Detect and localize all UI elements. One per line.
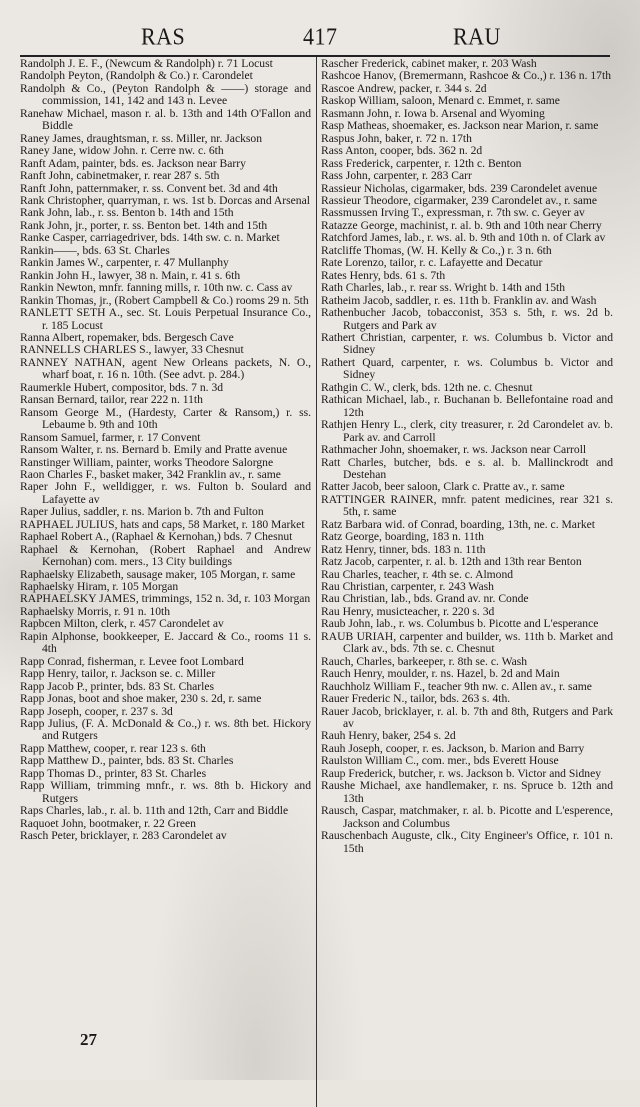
directory-entry: Ratz George, boarding, 183 n. 11th — [321, 530, 484, 544]
directory-entry: Rathenbucher Jacob, tobacconist, 353 s. 5th, r. ws. 2d b. Rutgers and Park av — [321, 306, 613, 332]
directory-entry: Rate Lorenzo, tailor, r. c. Lafayette and Decatur — [321, 256, 543, 270]
directory-entry: Ratz Henry, tinner, bds. 183 n. 11th — [321, 542, 486, 556]
directory-entry: Rauh Henry, baker, 254 s. 2d — [321, 729, 456, 743]
directory-entry: Rauer Frederic N., tailor, bds. 263 s. 4th. — [321, 692, 511, 706]
left-guide-word: RAS — [141, 22, 186, 51]
directory-entry: Raney James, draughtsman, r. ss. Miller, nr. Jackson — [20, 131, 263, 145]
right-column — [321, 58, 613, 855]
directory-entry: Rankin——, bds. 63 St. Charles — [20, 243, 170, 257]
directory-entry: Rausch, Caspar, matchmaker, r. al. b. Picotte and L'esperence, Jackson and Columbus — [321, 804, 613, 830]
directory-entry: Rassmussen Irving T., expressman, r. 7th sw. c. Geyer av — [321, 206, 585, 220]
directory-entry: Ratcliffe Thomas, (W. H. Kelly & Co.,) r. 3 n. 6th — [321, 243, 552, 257]
directory-entry: RAPHAEL JULIUS, hats and caps, 58 Market, r. 180 Market — [20, 517, 305, 531]
directory-entry: Raney Jane, widow John. r. Cerre nw. c. 6th — [20, 144, 224, 158]
left-column — [20, 58, 311, 843]
directory-entry: Raushe Michael, axe handlemaker, r. ns. Spruce b. 12th and 13th — [321, 779, 613, 805]
directory-entry: Rass John, carpenter, r. 283 Carr — [321, 169, 472, 183]
directory-entry: Rapp Julius, (F. A. McDonald & Co.,) r. ws. 8th bet. Hickory and Rutgers — [20, 717, 311, 743]
directory-entry: Rankin John H., lawyer, 38 n. Main, r. 41 s. 6th — [20, 268, 241, 282]
directory-entry: Raphael & Kernohan, (Robert Raphael and Andrew Kernohan) com. mers., 13 City buildings — [20, 542, 311, 569]
directory-entry: Rankin Thomas, jr., (Robert Campbell & Co.) rooms 29 n. 5th — [20, 293, 309, 307]
directory-entry: Raulston William C., com. mer., bds Everett House — [321, 754, 559, 768]
directory-entry: Rass Frederick, carpenter, r. 12th c. Benton — [321, 156, 522, 170]
directory-entry: Rasch Peter, bricklayer, r. 283 Carondelet av — [20, 829, 227, 843]
directory-entry: Rapbcen Milton, clerk, r. 457 Carondelet av — [20, 617, 224, 631]
directory-entry: Ratheim Jacob, saddler, r. es. 11th b. Franklin av. and Wash — [321, 293, 597, 307]
directory-entry: Randolph J. E. F., (Newcum & Randolph) r. 71 Locust — [20, 57, 273, 70]
directory-entry: Rathert Quard, carpenter, r. ws. Columbus b. Victor and Sidney — [321, 355, 613, 382]
directory-entry: Ranft John, cabinetmaker, r. rear 287 s. 5th — [20, 169, 220, 183]
column-divider — [316, 57, 317, 1107]
directory-entry: Raub John, lab., r. ws. Columbus b. Picotte and L'esperance — [321, 617, 599, 631]
directory-entry: Rapp Joseph, cooper, r. 237 s. 3d — [20, 704, 173, 718]
directory-entry: Raps Charles, lab., r. al. b. 11th and 12th, Carr and Biddle — [20, 804, 289, 818]
directory-entry: Raphael Robert A., (Raphael & Kernohan,) bds. 7 Chesnut — [20, 530, 293, 544]
directory-entry: Rau Henry, musicteacher, r. 220 s. 3d — [321, 604, 495, 618]
directory-entry: Rankin James W., carpenter, r. 47 Mullanphy — [20, 256, 229, 270]
directory-entry: Rankin Newton, mnfr. fanning mills, r. 10th nw. c. Cass av — [20, 281, 293, 295]
directory-entry: Ratter Jacob, beer saloon, Clark c. Pratte av., r. same — [321, 480, 565, 494]
directory-entry: Raper Julius, saddler, r. ns. Marion b. 7th and Fulton — [20, 505, 264, 519]
directory-entry: Ratazze George, machinist, r. al. b. 9th and 10th near Cherry — [321, 218, 602, 232]
directory-entry: Ransan Bernard, tailor, rear 222 n. 11th — [20, 393, 203, 407]
directory-entry: Ranft John, patternmaker, r. ss. Convent bet. 3d and 4th — [20, 181, 278, 195]
directory-entry: Raumerkle Hubert, compositor, bds. 7 n. 3d — [20, 380, 224, 394]
directory-entry: Rasp Matheas, shoemaker, es. Jackson near Marion, r. same — [321, 119, 599, 133]
directory-entry: Rapp Conrad, fisherman, r. Levee foot Lombard — [20, 654, 244, 668]
directory-entry: Rank John, lab., r. ss. Benton b. 14th and 15th — [20, 206, 234, 220]
directory-entry: Rascher Frederick, cabinet maker, r. 203 Wash — [321, 57, 537, 70]
directory-entry: Rauch, Charles, barkeeper, r. 8th se. c. Wash — [321, 654, 528, 668]
directory-entry: Rauer Jacob, bricklayer, r. al. b. 7th and 8th, Rutgers and Park av — [321, 704, 613, 731]
directory-entry: Rath Charles, lab., r. rear ss. Wright b. 14th and 15th — [321, 281, 566, 295]
directory-entry: Ratt Charles, butcher, bds. e s. al. b. Mallinckrodt and Destehan — [321, 455, 613, 481]
directory-entry: Rauschenbach Auguste, clk., City Engineer's Office, r. 101 n. 15th — [321, 829, 613, 855]
directory-entry: Raskop William, saloon, Menard c. Emmet, r. same — [321, 94, 560, 108]
directory-entry: RANLETT SETH A., sec. St. Louis Perpetual Insurance Co., r. 185 Locust — [20, 306, 311, 332]
directory-entry: Ransom Samuel, farmer, r. 17 Convent — [20, 430, 201, 444]
directory-entry: Raspus John, baker, r. 72 n. 17th — [321, 131, 472, 145]
directory-entry: Rauh Joseph, cooper, r. es. Jackson, b. Marion and Barry — [321, 741, 585, 755]
directory-entry: Rassieur Nicholas, cigarmaker, bds. 239 Carondelet avenue — [321, 181, 598, 195]
directory-entry: Raper John F., welldigger, r. ws. Fulton b. Soulard and Lafayette av — [20, 480, 311, 506]
directory-entry: Rapp Jacob P., printer, bds. 83 St. Charles — [20, 679, 215, 693]
directory-entry: Rass Anton, cooper, bds. 362 n. 2d — [321, 144, 483, 158]
directory-entry: RATTINGER RAINER, mnfr. patent medicines, rear 321 s. 5th, r. same — [321, 492, 613, 519]
directory-entry: Rauch Henry, moulder, r. ns. Hazel, b. 2d and Main — [321, 667, 560, 681]
directory-entry: Ranna Albert, ropemaker, bds. Bergesch Cave — [20, 330, 234, 344]
directory-entry: RANNELLS CHARLES S., lawyer, 33 Chesnut — [20, 343, 244, 357]
directory-entry: Raphaelsky Hiram, r. 105 Morgan — [20, 580, 179, 594]
directory-entry: Ratchford James, lab., r. ws. al. b. 9th and 10th n. of Clark av — [321, 231, 606, 245]
directory-entry: Rau Christian, carpenter, r. 243 Wash — [321, 580, 494, 594]
directory-entry: Rau Christian, lab., bds. Grand av. nr. Conde — [321, 592, 529, 606]
directory-entry: Ranstinger William, painter, works Theodore Salorgne — [20, 455, 274, 469]
directory-entry: Rapp Matthew, cooper, r. rear 123 s. 6th — [20, 741, 206, 755]
directory-entry: RAUB URIAH, carpenter and builder, ws. 11th b. Market and Clark av., bds. 7th se. c. Chesnut — [321, 629, 613, 656]
directory-entry: Rank Christopher, quarryman, r. ws. 1st b. Dorcas and Arsenal — [20, 193, 310, 207]
directory-entry: Rapp Henry, tailor, r. Jackson se. c. Miller — [20, 667, 216, 681]
directory-entry: Rathgin C. W., clerk, bds. 12th ne. c. Chesnut — [321, 380, 533, 394]
directory-entry: Rapp Jonas, boot and shoe maker, 230 s. 2d, r. same — [20, 692, 262, 706]
directory-entry: Ranft Adam, painter, bds. es. Jackson near Barry — [20, 156, 246, 170]
directory-entry: Raphaelsky Elizabeth, sausage maker, 105 Morgan, r. same — [20, 567, 296, 581]
directory-entry: Ransom Walter, r. ns. Bernard b. Emily and Pratte avenue — [20, 443, 288, 457]
directory-entry: Raon Charles F., basket maker, 342 Franklin av., r. same — [20, 467, 281, 481]
directory-entry: RAPHAELSKY JAMES, trimmings, 152 n. 3d, r. 103 Morgan — [20, 592, 311, 606]
directory-entry: Rapin Alphonse, bookkeeper, E. Jaccard & Co., rooms 11 s. 4th — [20, 629, 311, 656]
page-number: 417 — [303, 22, 338, 51]
directory-entry: Rapp William, trimming mnfr., r. ws. 8th b. Hickory and Rutgers — [20, 779, 311, 805]
directory-entry: Randolph Peyton, (Randolph & Co.) r. Carondelet — [20, 69, 253, 83]
directory-entry: Raquoet John, bootmaker, r. 22 Green — [20, 816, 196, 830]
directory-entry: Rathican Michael, lab., r. Buchanan b. Bellefontaine road and 12th — [321, 393, 613, 419]
directory-entry: Raphaelsky Morris, r. 91 n. 10th — [20, 604, 171, 618]
directory-entry: Ranke Casper, carriagedriver, bds. 14th sw. c. n. Market — [20, 231, 280, 245]
directory-entry: Rauchholz William F., teacher 9th nw. c. Allen av., r. same — [321, 679, 592, 693]
directory-entry: Rathjen Henry L., clerk, city treasurer, r. 2d Carondelet av. b. Park av. and Carroll — [321, 418, 613, 444]
directory-entry: Rashcoe Hanov, (Bremermann, Rashcoe & Co.,) r. 136 n. 17th — [321, 69, 611, 83]
directory-entry: Rathmacher John, shoemaker, r. ws. Jackson near Carroll — [321, 443, 587, 457]
directory-entry: Randolph & Co., (Peyton Randolph & ——) storage and commission, 141, 142 and 143 n. Levee — [20, 81, 311, 108]
running-header — [20, 24, 610, 54]
directory-entry: Rasmann John, r. Iowa b. Arsenal and Wyoming — [321, 106, 545, 120]
directory-entry: Rapp Thomas D., printer, 83 St. Charles — [20, 766, 207, 780]
directory-entry: Rathert Christian, carpenter, r. ws. Columbus b. Victor and Sidney — [321, 330, 613, 357]
directory-entry: Ransom George M., (Hardesty, Carter & Ransom,) r. ss. Lebaume b. 9th and 10th — [20, 405, 311, 432]
directory-entry: Rapp Matthew D., painter, bds. 83 St. Charles — [20, 754, 234, 768]
directory-entry: RANNEY NATHAN, agent New Orleans packets, N. O., wharf boat, r. 16 n. 10th. (See advt. p. 284.) — [20, 355, 311, 382]
directory-entry: Ratz Barbara wid. of Conrad, boarding, 13th, ne. c. Market — [321, 517, 595, 531]
directory-entry: Rank John, jr., porter, r. ss. Benton bet. 14th and 15th — [20, 218, 268, 232]
directory-entry: Rau Charles, teacher, r. 4th se. c. Almond — [321, 567, 514, 581]
directory-entry: Rascoe Andrew, packer, r. 344 s. 2d — [321, 81, 487, 95]
directory-entry: Raup Frederick, butcher, r. ws. Jackson b. Victor and Sidney — [321, 766, 602, 780]
directory-entry: Ratz Jacob, carpenter, r. al. b. 12th and 13th rear Benton — [321, 555, 582, 569]
directory-entry: Ranehaw Michael, mason r. al. b. 13th and 14th O'Fallon and Biddle — [20, 106, 311, 133]
signature-mark: 27 — [80, 1030, 97, 1049]
right-guide-word: RAU — [453, 22, 501, 51]
directory-entry: Rates Henry, bds. 61 s. 7th — [321, 268, 446, 282]
directory-entry: Rassieur Theodore, cigarmaker, 239 Carondelet av., r. same — [321, 193, 598, 207]
